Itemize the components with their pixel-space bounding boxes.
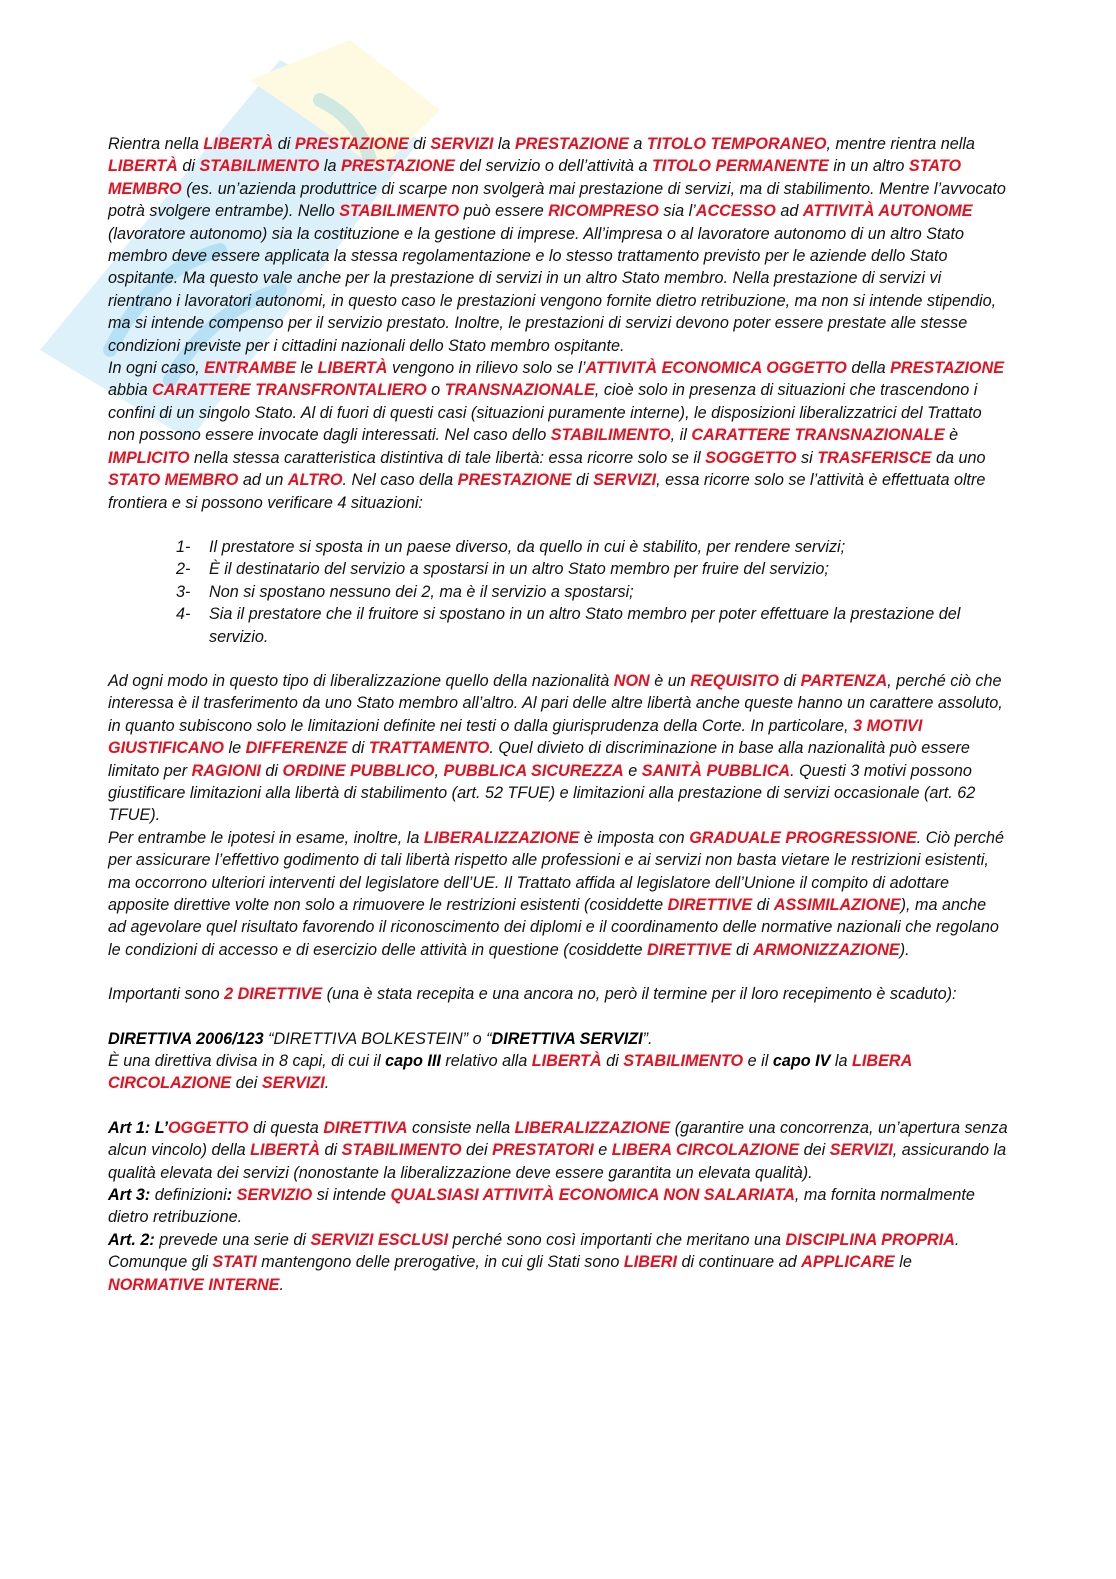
highlighted-term: ASSIMILAZIONE [773, 896, 901, 914]
text-run: (garantire una concorrenza, un’apertura senza alcun vincolo) della [108, 1118, 1008, 1160]
list-item [176, 558, 1008, 580]
highlighted-term: STABILIMENTO [623, 1052, 744, 1071]
paragraph [108, 670, 1008, 827]
text-run: le [296, 359, 318, 378]
text-run: relativo alla [440, 1052, 532, 1071]
text-run: la [493, 135, 515, 153]
list-number: 4- [176, 605, 191, 624]
text-run: dei [461, 1141, 493, 1160]
highlighted-term: STABILIMENTO [550, 426, 671, 445]
highlighted-term: RICOMPRESO [548, 202, 659, 221]
highlighted-term: STABILIMENTO [339, 202, 460, 221]
paragraph [108, 827, 1008, 961]
highlighted-term: STATO MEMBRO [108, 157, 962, 198]
highlighted-term: IMPLICITO [108, 448, 190, 467]
bold-term: DIRETTIVA SERVIZI [491, 1029, 643, 1048]
list-number: 1- [176, 537, 191, 556]
highlighted-term: STABILIMENTO [341, 1141, 462, 1160]
text-run: “DIRETTIVA BOLKESTEIN” o “ [263, 1029, 492, 1048]
highlighted-term: STABILIMENTO [199, 157, 320, 176]
highlighted-term: SERVIZI [593, 471, 657, 490]
highlighted-term: LIBERALIZZAZIONE [423, 828, 580, 847]
highlighted-term: SERVIZI [829, 1141, 893, 1160]
text-run: di questa [248, 1118, 324, 1137]
highlighted-term: LIBERTÀ [203, 135, 274, 153]
bold-term: Art. 2: [108, 1230, 155, 1249]
list-text: È il destinatario del servizio a spostarsi in un altro Stato membro per fruire del servizio; [209, 560, 829, 579]
text-run: , cioè solo in presenza di situazioni che trascendono i confini di un singolo Stato. Al di fuori di questi casi (situazioni puramente interne), le disposizioni liberalizzatrici del Trattato non possono essere invocate dagli interessati. Nel caso dello [108, 381, 982, 445]
highlighted-term: TRASFERISCE [817, 448, 932, 467]
text-run: (lavoratore autonomo) sia la costituzione e la gestione di imprese. All’impresa o al lavoratore autonomo di un altro Stato membro deve essere applicata la stessa regolamentazione e lo stesso trattamento previsto per le aziende dello Stato ospitante. Ma questo vale anche per la prestazione di servizi in un altro Stato membro. Nella prestazione di servizi vi rientrano i lavoratori autonomi, in questo caso le prestazioni vengono fornite dietro retribuzione, ma non si intende stipendio, ma si intende compenso per il servizio prestato. Inoltre, le prestazioni di servizi devono poter essere prestate alle stesse condizioni previste per i cittadini nazionali dello Stato membro ospitante. [108, 224, 997, 355]
text-run: di [177, 157, 200, 176]
text-run: definizioni [150, 1186, 227, 1205]
paragraph [108, 983, 1008, 1005]
text-run: vengono in rilievo solo se l’ [387, 359, 586, 378]
text-run: , assicurando la qualità elevata dei servizi (nonostante la liberalizzazione deve essere garantita un elevata qualità). [108, 1141, 1007, 1182]
highlighted-term: DIRETTIVE [647, 940, 732, 959]
text-run: di [260, 761, 283, 780]
highlighted-term: PRESTAZIONE [890, 359, 1004, 378]
text-run: mantengono delle prerogative, in cui gli Stati sono [256, 1253, 624, 1272]
article-paragraph [108, 1229, 1008, 1296]
text-run: di [571, 471, 594, 490]
text-run: . Ciò perché per assicurare l’effettivo godimento di tali libertà rispetto alle professioni e ai servizi non basta vietare le restrizioni esistenti, ma occorrono ulteriori interventi del legislatore dell’UE. Il Trattato affida al legislatore dell’Unione il compito di adottare apposite direttive volte non solo a rimuovere le restrizioni esistenti (cosiddette [108, 828, 1005, 914]
highlighted-term: LIBERTÀ [250, 1141, 321, 1160]
text-run: la [830, 1052, 853, 1071]
list-number: 3- [176, 582, 191, 601]
text-run: Ad ogni modo in questo tipo di liberalizzazione quello della nazionalità [108, 671, 614, 690]
highlighted-term: CARATTERE TRANSFRONTALIERO [152, 381, 427, 400]
highlighted-term: SERVIZI [430, 135, 494, 153]
list-text: Non si spostano nessuno dei 2, ma è il servizio a spostarsi; [209, 582, 634, 601]
directive-title [108, 1028, 1008, 1050]
text-run: . Questi 3 motivi possono giustificare limitazioni alla libertà di stabilimento (art. 52 TFUE) e limitazioni alla prestazione di servizi occasionale (art. 62 TFUE). [108, 761, 976, 825]
text-run: È una direttiva divisa in 8 capi, di cui il [108, 1052, 386, 1071]
highlighted-term: TITOLO PERMANENTE [651, 157, 829, 176]
text-run: , il [670, 426, 692, 445]
highlighted-term: PRESTAZIONE [457, 471, 572, 490]
text-run: è [944, 426, 959, 445]
text-run: Importanti sono [108, 985, 225, 1004]
list-item [176, 581, 1008, 603]
text-run: ad [775, 202, 803, 221]
text-run: può essere [459, 202, 549, 221]
list-text: Il prestatore si sposta in un paese diverso, da quello in cui è stabilito, per rendere servizi; [209, 537, 846, 556]
highlighted-term: SANITÀ PUBBLICA [641, 761, 791, 780]
highlighted-term: RAGIONI [191, 761, 261, 780]
highlighted-term: SOGGETTO [705, 448, 797, 467]
highlighted-term: ARMONIZZAZIONE [753, 940, 900, 959]
bold-term: Art 1: L’ [108, 1118, 168, 1137]
highlighted-term: LIBERTÀ [108, 157, 178, 176]
text-run: ). [899, 940, 910, 959]
text-run: a [628, 135, 647, 153]
text-run: dei [799, 1141, 830, 1160]
text-run: si [796, 448, 818, 467]
text-run: prevede una serie di [154, 1230, 311, 1249]
text-run: , ma fornita normalmente dietro retribuzione. [108, 1186, 975, 1227]
text-run: si intende [312, 1186, 391, 1205]
text-run: di [601, 1052, 624, 1071]
text-run: abbia [108, 381, 153, 400]
text-run: in un altro [828, 157, 909, 176]
highlighted-term: LIBERI [623, 1253, 677, 1272]
text-run: del servizio o dell’attività a [454, 157, 652, 176]
text-run: e il [743, 1052, 773, 1071]
highlighted-term: ATTIVITÀ AUTONOME [802, 202, 973, 221]
text-run: di [320, 1141, 342, 1160]
paragraph [108, 133, 1008, 357]
highlighted-term: REQUISITO [690, 671, 779, 690]
highlighted-term: SERVIZI ESCLUSI [310, 1230, 449, 1249]
text-run: le [894, 1253, 912, 1272]
text-run: ), ma anche ad agevolare quel risultato favorendo il riconoscimento dei diplomi e il coordinamento delle normative nazionali che regolano le condizioni di accesso e di esercizio delle attività in questione (cosiddette [108, 896, 999, 959]
situations-list [108, 536, 1008, 648]
highlighted-term: LIBERA CIRCOLAZIONE [611, 1141, 800, 1160]
text-run: di [779, 671, 801, 690]
spacer [108, 648, 1008, 670]
highlighted-term: TRANSNAZIONALE [444, 381, 595, 400]
highlighted-term: DIRETTIVA [323, 1118, 408, 1137]
highlighted-term: GRADUALE PROGRESSIONE [689, 828, 917, 847]
bold-term: Art 3: [108, 1186, 151, 1205]
text-run: , [434, 761, 444, 780]
text-run: di [752, 896, 774, 914]
text-run: nella stessa caratteristica distintiva di tale libertà: essa ricorre solo se il [189, 448, 706, 467]
bold-term: capo III [385, 1052, 441, 1071]
text-run: Per entrambe le ipotesi in esame, inoltre, la [108, 828, 424, 847]
highlighted-term: OGGETTO [167, 1118, 249, 1137]
text-run: di [273, 135, 295, 153]
text-run: ad un [238, 471, 288, 490]
text-run: (es. un’azienda produttrice di scarpe non svolgerà mai prestazione di servizi, ma di stabilimento. Mentre l’avvocato potrà svolgere entrambe). Nello [108, 179, 1006, 221]
spacer [108, 1095, 1008, 1117]
highlighted-term: PRESTAZIONE [294, 135, 409, 153]
text-run: dei [231, 1074, 262, 1093]
article-paragraph [108, 1117, 1008, 1184]
spacer [108, 1006, 1008, 1028]
highlighted-term: PUBBLICA SICUREZZA [443, 761, 624, 780]
highlighted-term: PRESTAZIONE [514, 135, 629, 153]
highlighted-term: SERVIZI [261, 1074, 325, 1093]
text-run: Rientra nella [108, 135, 204, 153]
article-paragraph [108, 1184, 1008, 1229]
highlighted-term: LIBERTÀ [317, 359, 388, 378]
highlighted-term: LIBERA CIRCOLAZIONE [108, 1052, 912, 1093]
text-run: le [224, 739, 246, 758]
bold-term: capo IV [772, 1052, 831, 1071]
list-number: 2- [176, 560, 191, 579]
highlighted-term: DIRETTIVE [667, 896, 753, 914]
text-run: . [324, 1074, 330, 1093]
text-run: , mentre rientra nella [826, 135, 975, 153]
highlighted-term: APPLICARE [801, 1253, 895, 1272]
text-run: è imposta con [579, 828, 690, 847]
highlighted-term: TRATTAMENTO [368, 739, 490, 758]
text-run: . [279, 1275, 284, 1294]
highlighted-term: PRESTAZIONE [340, 157, 455, 176]
paragraph [108, 1050, 1008, 1095]
highlighted-term: ENTRAMBE [204, 359, 297, 378]
spacer [108, 961, 1008, 983]
text-run: . Nel caso della [342, 471, 458, 490]
text-run: della [846, 359, 891, 378]
highlighted-term: DISCIPLINA PROPRIA [785, 1230, 955, 1249]
text-run: sia l’ [658, 202, 696, 221]
highlighted-term: QUALSIASI ATTIVITÀ ECONOMICA NON SALARIATA [390, 1186, 795, 1205]
bold-term: DIRETTIVA 2006/123 [108, 1029, 264, 1048]
highlighted-term: LIBERALIZZAZIONE [514, 1118, 671, 1137]
text-run: di continuare ad [676, 1253, 802, 1272]
highlighted-term: NORMATIVE INTERNE [108, 1275, 280, 1294]
bold-term: : [226, 1186, 233, 1205]
highlighted-term: PRESTATORI [492, 1141, 594, 1160]
text-run: . Quel divieto di discriminazione in base alla nazionalità può essere limitato per [108, 739, 970, 780]
paragraph [108, 357, 1008, 514]
highlighted-term: STATO MEMBRO [108, 471, 239, 490]
text-run: di [347, 739, 369, 758]
highlighted-term: ACCESSO [695, 202, 776, 221]
document-page [108, 133, 1008, 1296]
highlighted-term: TITOLO TEMPORANEO [646, 135, 827, 153]
text-run: In ogni caso, [108, 359, 205, 378]
text-run: e [593, 1141, 612, 1160]
highlighted-term: STATI [212, 1253, 257, 1272]
text-run: perché sono così importanti che meritano una [448, 1230, 786, 1249]
text-run: , essa ricorre solo se l’attività è effettuata oltre frontiera e si possono verificare 4 situazioni: [108, 471, 986, 512]
highlighted-term: ATTIVITÀ ECONOMICA OGGETTO [585, 359, 847, 378]
text-run: di [731, 940, 754, 959]
text-run: o [426, 381, 445, 400]
text-run: , perché ciò che interessa è il trasferimento da uno Stato membro all’altro. Al pari delle altre libertà anche queste hanno un carattere assoluto, in quanto subiscono solo le limitazioni definite nei testi o dalla giurisprudenza della Corte. In particolare, [108, 671, 1003, 735]
highlighted-term: CARATTERE TRANSNAZIONALE [691, 426, 945, 445]
text-run: (una è stata recepita e una ancora no, però il termine per il loro recepimento è scaduto): [322, 985, 957, 1004]
spacer [108, 514, 1008, 536]
list-item [176, 536, 1008, 558]
highlighted-term: LIBERTÀ [531, 1052, 602, 1071]
text-run: è un [649, 671, 691, 690]
highlighted-term: DIFFERENZE [245, 739, 348, 758]
highlighted-term: PARTENZA [800, 671, 888, 690]
list-text: Sia il prestatore che il fruitore si spostano in un altro Stato membro per poter effettuare la prestazione del servizio. [209, 605, 961, 646]
highlighted-term: SERVIZIO [236, 1186, 313, 1205]
text-run: consiste nella [407, 1118, 515, 1137]
text-run: e [623, 761, 642, 780]
text-run: la [319, 157, 341, 176]
highlighted-term: ORDINE PUBBLICO [282, 761, 435, 780]
text-run: ”. [642, 1029, 653, 1048]
text-run: di [408, 135, 431, 153]
highlighted-term: ALTRO [287, 471, 343, 490]
highlighted-term: 3 MOTIVI GIUSTIFICANO [108, 716, 923, 758]
text-run: . Comunque gli [108, 1230, 960, 1272]
list-item [176, 603, 1008, 648]
highlighted-term: 2 DIRETTIVE [224, 985, 323, 1004]
highlighted-term: NON [613, 671, 650, 690]
text-run: da uno [931, 448, 986, 467]
